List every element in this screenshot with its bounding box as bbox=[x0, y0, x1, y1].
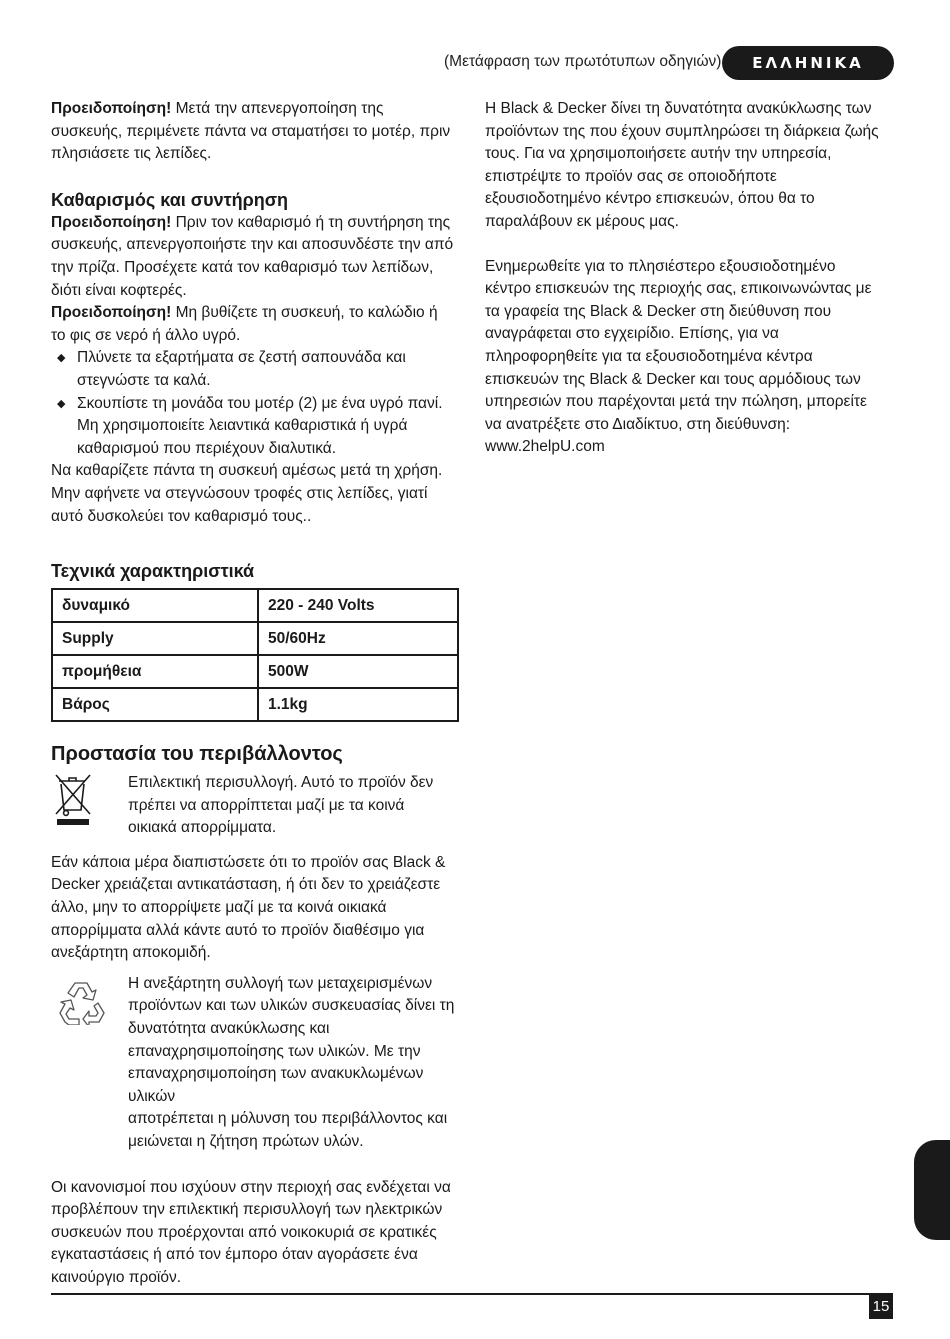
warning-text: Μετά την απενεργοποίηση της συσκευής, περιμένετε πάντα να σταματήσει το μοτέρ, πριν πλησιάσετε τις λεπίδες. bbox=[51, 100, 451, 163]
warning-label: Προειδοποίηση! bbox=[51, 213, 172, 231]
left-column bbox=[51, 98, 456, 1290]
spec-value: 500W bbox=[258, 655, 458, 688]
table-row bbox=[52, 688, 458, 721]
table-row bbox=[52, 589, 458, 622]
spec-value: 1.1kg bbox=[258, 688, 458, 721]
replacement-paragraph: Εάν κάποια μέρα διαπιστώσετε ότι το προϊόν σας Black & Decker χρειάζεται αντικατάσταση, ή ότι δεν το χρειάζεστε άλλο, μην το απορρίψετε μαζί με τα κοινά οικιακά απορρίμματα αλλά κάντε αυτό το προϊόν διαθέσιμο για ανεξάρτητη αποκομιδή. bbox=[51, 853, 446, 962]
recycle-text: Η ανεξάρτητη συλλογή των μεταχειρισμένων προϊόντων και των υλικών συσκευασίας δίνει τη δυνατότητα ανακύκλωσης και επαναχρησιμοποίησης των υλικών. Με την επαναχρησιμοποίηση των ανακυκλωμένων υλικών bbox=[128, 974, 455, 1105]
warning-paragraph bbox=[51, 98, 456, 166]
list-item: ◆ Πλύνετε τα εξαρτήματα σε ζεστή σαπουνάδα και στεγνώστε τα καλά. bbox=[57, 349, 406, 389]
diamond-bullet-icon: ◆ bbox=[57, 397, 66, 410]
recycle-notice bbox=[51, 973, 456, 1154]
warning-paragraph bbox=[51, 212, 456, 302]
warning-label: Προειδοποίηση! bbox=[51, 100, 172, 117]
spec-table bbox=[51, 588, 459, 722]
section-title-environment: Προστασία του περιβάλλοντος bbox=[51, 743, 343, 766]
spec-key: Βάρος bbox=[52, 688, 258, 721]
cleaning-note: Να καθαρίζετε πάντα τη συσκευή αμέσως μετά τη χρήση. Μην αφήνετε να στεγνώσουν τροφές στις λεπίδες, γιατί αυτό δυσκολεύει τον καθαρισμό τους.. bbox=[51, 462, 443, 525]
service-centre-paragraph: Ενημερωθείτε για το πλησιέστερο εξουσιοδοτημένο κέντρο επισκευών της περιοχής σας, επικοινωνώντας με τα γραφεία της Black & Decker στη διεύθυνση που αναγράφεται στο εγχειρίδιο. Επίσης, για να πληροφορηθείτε για τα εξουσιοδοτημένα κέντρα επισκευών της Black & Decker και τους αρμόδιους των υπηρεσιών που παρέχονται μετά την πώληση, μπορείτε να ανατρέξετε στο Διαδίκτυο, στη διεύθυνση: www.2helpU.com bbox=[485, 257, 872, 456]
footer-divider bbox=[51, 1293, 893, 1295]
spec-key: Supply bbox=[52, 622, 258, 655]
warning-text: Πριν τον καθαρισμό ή τη συντήρηση της συσκευής, απενεργοποιήστε την και αποσυνδέστε την από την πρίζα. Προσέχετε κατά τον καθαρισμό των λεπίδων, διότι είναι κοφτερές. bbox=[51, 213, 454, 299]
spec-value: 50/60Hz bbox=[258, 622, 458, 655]
recycle-icon bbox=[57, 979, 107, 1025]
recycle-text: αποτρέπεται η μόλυνση του περιβάλλοντος και μειώνεται η ζήτηση πρώτων υλών. bbox=[128, 1110, 448, 1150]
section-title-technical: Τεχνικά χαρακτηριστικά bbox=[51, 561, 255, 582]
list-item: ◆ Σκουπίστε τη μονάδα του μοτέρ (2) με ένα υγρό πανί. Μη χρησιμοποιείτε λειαντικά καθαριστικά ή υγρά καθαρισμού που περιέχουν διαλυτικά. bbox=[57, 394, 443, 457]
warning-text: Μη βυθίζετε τη συσκευή, το καλώδιο ή το φις σε νερό ή άλλο υγρό. bbox=[51, 304, 438, 344]
regulations-paragraph: Οι κανονισμοί που ισχύουν στην περιοχή σας ενδέχεται να προβλέπουν την επιλεκτική περισυλλογή των ηλεκτρικών συσκευών που προέρχονται από νοικοκυριά σε κρατικές εγκαταστάσεις ή από τον έμπορο όταν αγοράσετε ένα καινούργιο προϊόν. bbox=[51, 1178, 451, 1286]
section-title-cleaning: Καθαρισμός και συντήρηση bbox=[51, 189, 289, 210]
weee-text: Επιλεκτική περισυλλογή. Αυτό το προϊόν δεν πρέπει να απορρίπτεται μαζί με τα κοινά οικιακά απορρίμματα. bbox=[128, 774, 434, 837]
spec-value: 220 - 240 Volts bbox=[258, 589, 458, 622]
warning-paragraph bbox=[51, 302, 456, 347]
recycling-service-paragraph: Η Black & Decker δίνει τη δυνατότητα ανακύκλωσης των προϊόντων της που έχουν συμπληρώσει τη διάρκεια ζωής τους. Για να χρησιμοποιήσετε αυτήν την υπηρεσία, επιστρέψτε το προϊόν σας σε οποιοδήποτε εξουσιοδοτημένο κέντρο επισκευών, όπου θα το παραλάβουν εκ μέρους μας. bbox=[485, 100, 879, 230]
table-row bbox=[52, 655, 458, 688]
warning-label: Προειδοποίηση! bbox=[51, 304, 172, 322]
weee-notice bbox=[51, 772, 456, 840]
crossed-out-wheelie-bin-icon bbox=[51, 772, 95, 828]
diamond-bullet-icon: ◆ bbox=[57, 352, 66, 365]
language-badge: ΕΛΛΗΝΙΚΑ bbox=[722, 46, 894, 80]
cleaning-steps-list bbox=[51, 347, 456, 460]
spec-key: δυναμικό bbox=[52, 589, 258, 622]
page-number: 15 bbox=[869, 1295, 893, 1319]
right-column bbox=[485, 98, 885, 459]
spec-key: προμήθεια bbox=[52, 655, 258, 688]
page-edge-tab bbox=[914, 1140, 950, 1240]
table-row bbox=[52, 622, 458, 655]
header-subtitle: (Μετάφραση των πρωτότυπων οδηγιών) bbox=[444, 53, 722, 70]
